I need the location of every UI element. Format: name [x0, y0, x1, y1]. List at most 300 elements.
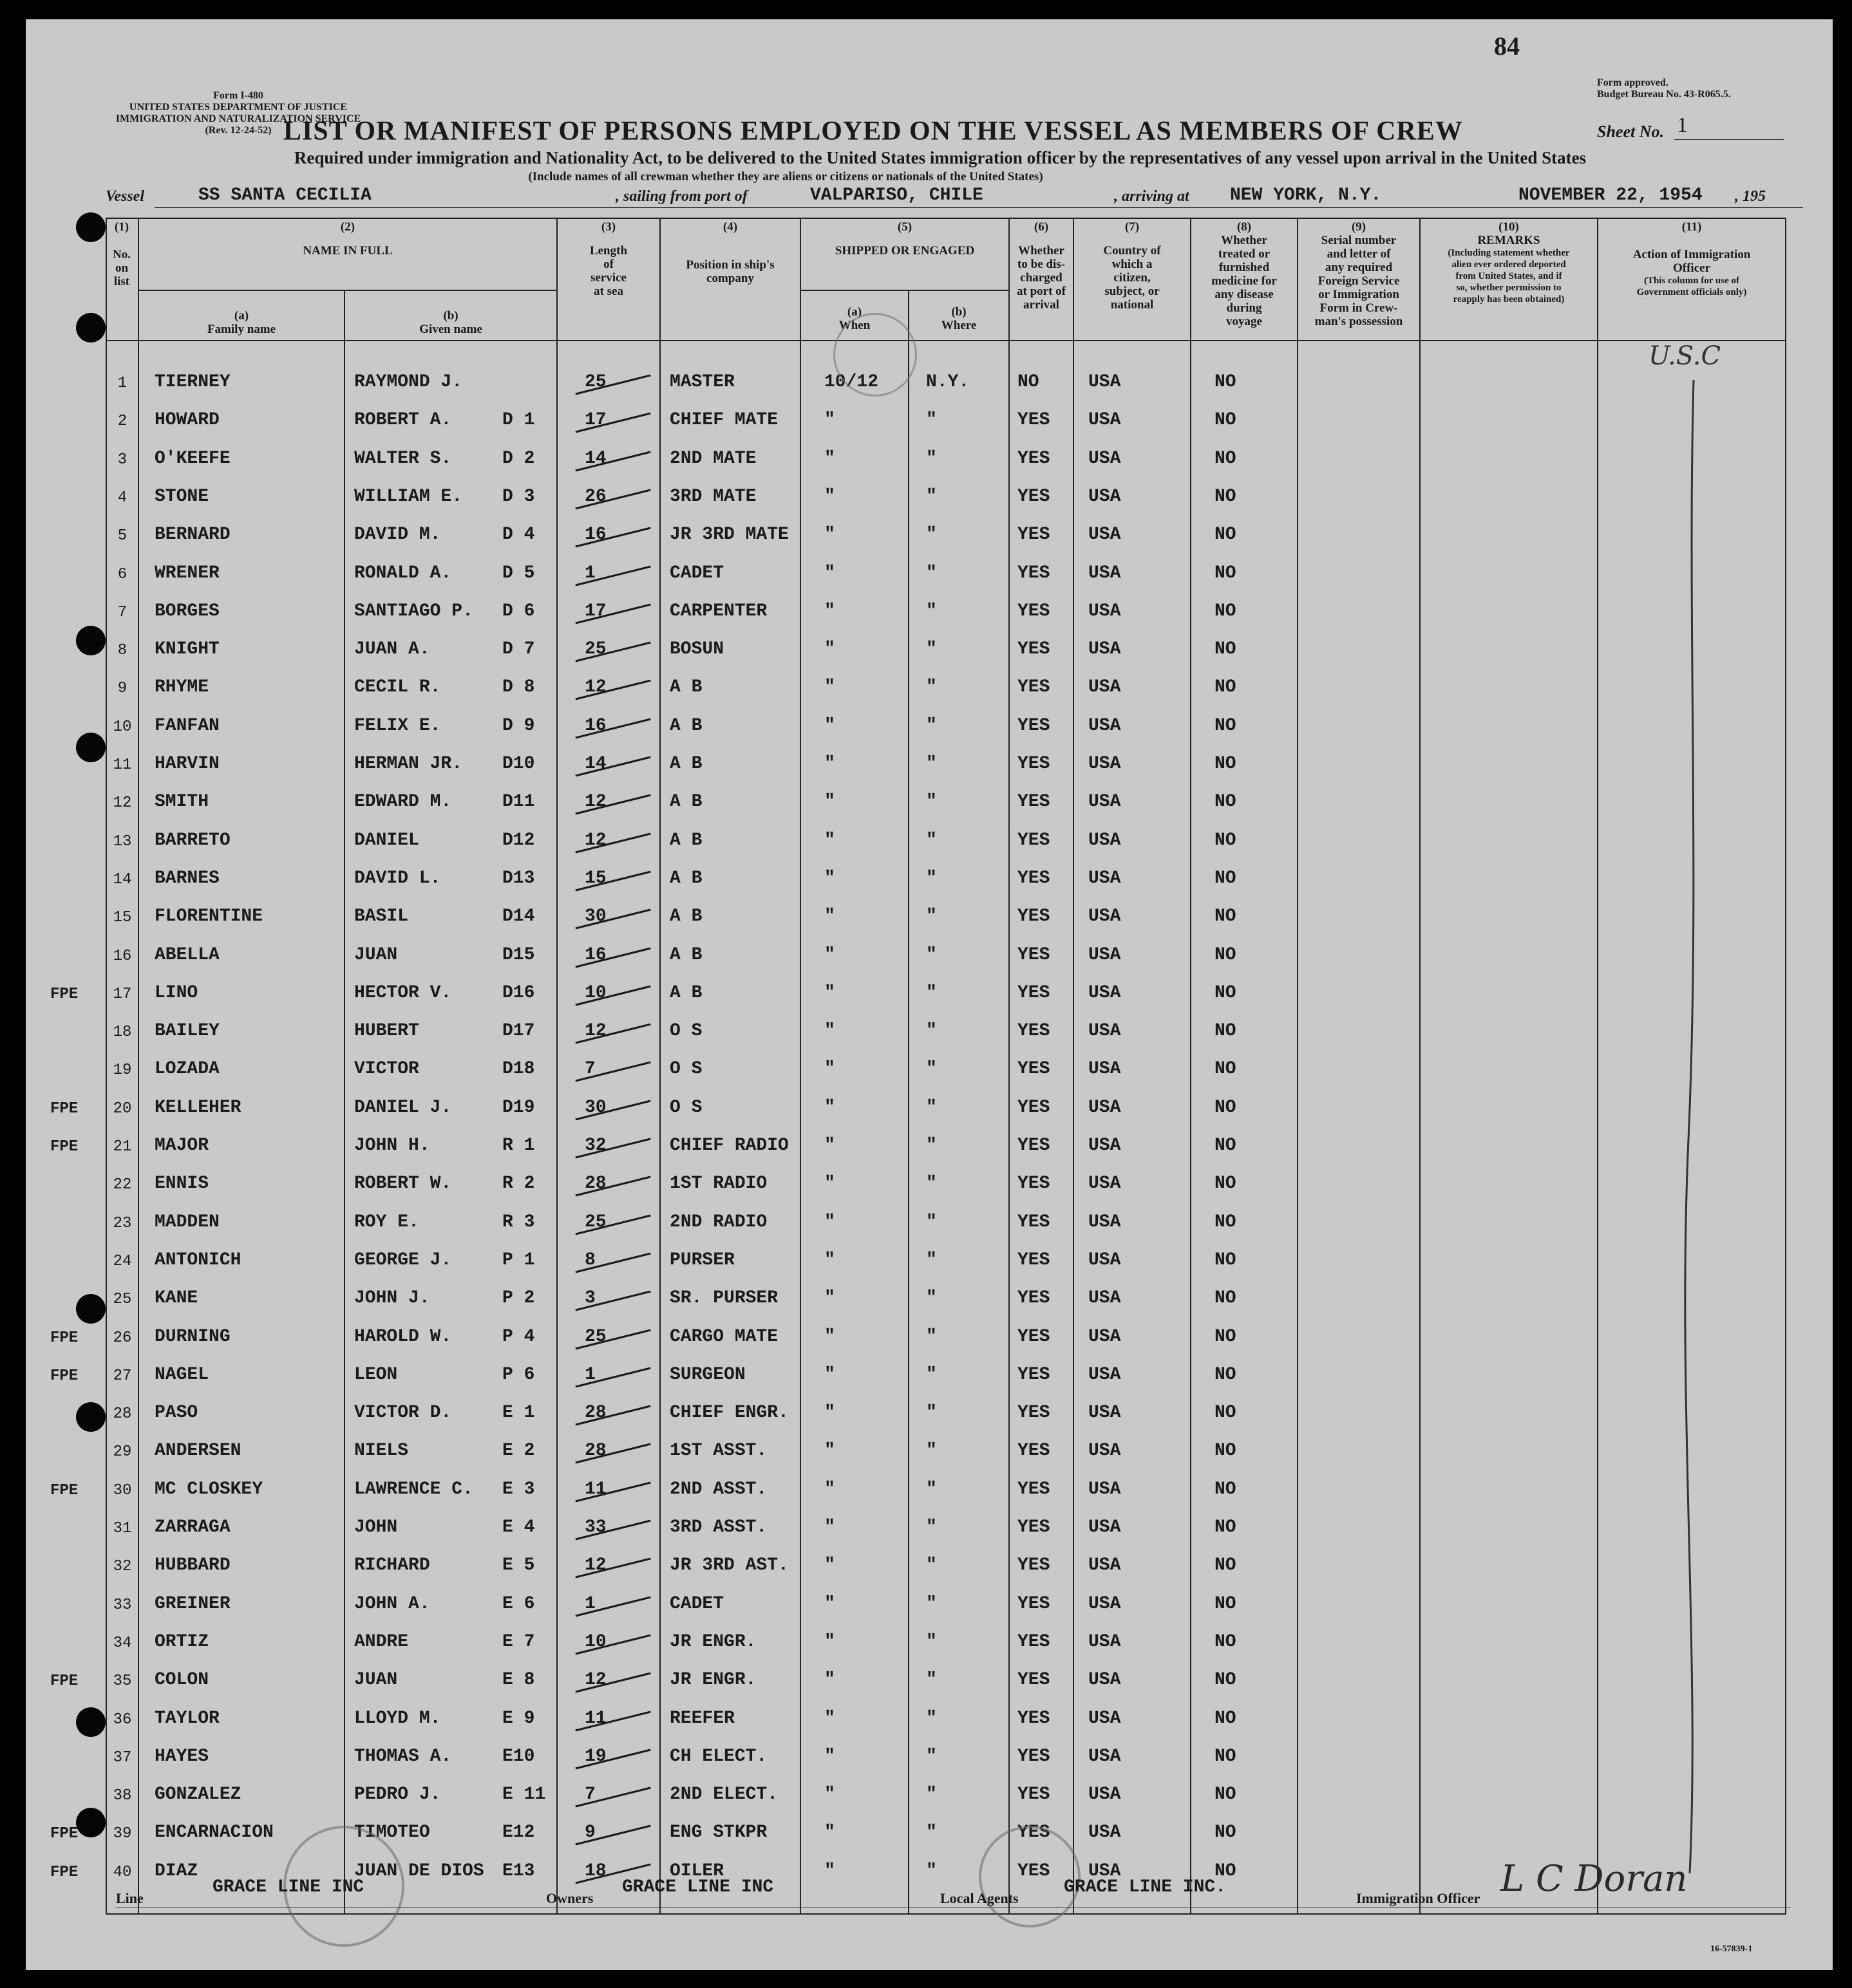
service-length-cell: 14: [585, 754, 607, 774]
shipped-where-cell: ": [926, 1059, 937, 1079]
vessel-name: SS SANTA CECILIA: [198, 185, 372, 205]
col2-header: [139, 220, 556, 258]
discharged-cell: YES: [1017, 868, 1050, 888]
discharged-cell: YES: [1017, 410, 1050, 430]
service-length-cell: 12: [585, 830, 607, 850]
country-cell: USA: [1088, 983, 1121, 1003]
discharged-cell: YES: [1017, 1327, 1050, 1347]
punch-hole: [76, 1294, 106, 1324]
given-name-cell: JOHN A.: [354, 1594, 430, 1614]
shipped-when-cell: ": [824, 1517, 835, 1537]
given-name-cell: HAROLD W.: [354, 1327, 452, 1347]
shipped-where-cell: ": [926, 1709, 937, 1729]
crew-code-cell: D 7: [502, 639, 535, 659]
shipped-when-cell: ": [824, 1365, 835, 1385]
col8-header: [1191, 220, 1297, 328]
col7-label: Country of: [1103, 244, 1161, 258]
col2-label: NAME IN FULL: [303, 244, 393, 258]
row-number: 10: [113, 718, 132, 736]
shipped-when-cell: ": [824, 1670, 835, 1690]
col10-label: reapply has been obtained): [1453, 294, 1565, 305]
shipped-where-cell: ": [926, 1288, 937, 1308]
family-name-cell: BAILEY: [155, 1021, 220, 1041]
shipped-where-cell: ": [926, 1594, 937, 1614]
treated-cell: NO: [1214, 639, 1236, 659]
given-name-cell: HUBERT: [354, 1021, 419, 1041]
service-length-cell: 10: [585, 983, 607, 1003]
treated-cell: NO: [1214, 1021, 1236, 1041]
position-cell: JR ENGR.: [670, 1632, 757, 1652]
discharged-cell: YES: [1017, 1021, 1050, 1041]
country-cell: USA: [1088, 487, 1121, 507]
shipped-when-cell: ": [824, 1441, 835, 1461]
country-cell: USA: [1088, 1479, 1121, 1499]
country-cell: USA: [1088, 1021, 1121, 1041]
footer-agents-value: GRACE LINE INC.: [1064, 1877, 1227, 1897]
country-cell: USA: [1088, 1709, 1121, 1729]
family-name-cell: HARVIN: [155, 754, 220, 774]
given-name-cell: THOMAS A.: [354, 1747, 452, 1767]
service-length-cell: 33: [585, 1517, 607, 1537]
discharged-cell: YES: [1017, 1823, 1050, 1843]
shipped-when-cell: ": [824, 945, 835, 965]
shipped-where-cell: ": [926, 830, 937, 850]
country-cell: USA: [1088, 1250, 1121, 1270]
crew-code-cell: E 6: [502, 1594, 535, 1614]
year-suffix: , 195: [1735, 188, 1766, 205]
family-name-cell: DIAZ: [155, 1861, 198, 1881]
discharged-cell: YES: [1017, 1403, 1050, 1423]
service-length-cell: 15: [585, 868, 607, 888]
discharged-cell: YES: [1017, 639, 1050, 659]
treated-cell: NO: [1214, 487, 1236, 507]
col8-label: treated or: [1218, 247, 1271, 261]
shipped-where-cell: ": [926, 1174, 937, 1194]
position-cell: MASTER: [670, 372, 735, 392]
treated-cell: NO: [1214, 1136, 1236, 1156]
row-number: 36: [113, 1711, 132, 1729]
given-name-cell: DANIEL J.: [354, 1098, 452, 1118]
col1-header: [106, 220, 138, 288]
shipped-where-cell: ": [926, 754, 937, 774]
country-cell: USA: [1088, 1059, 1121, 1079]
treated-cell: NO: [1214, 1059, 1236, 1079]
country-cell: USA: [1088, 1785, 1121, 1805]
fpe-mark: FPE: [50, 1673, 79, 1690]
position-cell: A B: [670, 716, 703, 736]
shipped-where-cell: ": [926, 449, 937, 469]
shipped-when-cell: ": [824, 1785, 835, 1805]
crew-code-cell: D14: [502, 906, 535, 926]
crew-code-cell: D15: [502, 945, 535, 965]
service-length-cell: 1: [585, 1594, 596, 1614]
country-cell: USA: [1088, 1136, 1121, 1156]
shipped-where-cell: ": [926, 1021, 937, 1041]
shipped-when-cell: ": [824, 449, 835, 469]
shipped-when-cell: ": [824, 601, 835, 621]
crew-code-cell: D18: [502, 1059, 535, 1079]
shipped-where-cell: ": [926, 1136, 937, 1156]
crew-code-cell: D17: [502, 1021, 535, 1041]
treated-cell: NO: [1214, 945, 1236, 965]
col-divider: [1297, 218, 1298, 1915]
col5b-header: [909, 305, 1008, 332]
shipped-when-cell: ": [824, 1250, 835, 1270]
given-name-cell: TIMOTEO: [354, 1823, 430, 1843]
country-cell: USA: [1088, 525, 1121, 545]
crew-code-cell: E10: [502, 1747, 535, 1767]
given-name-cell: ANDRE: [354, 1632, 409, 1652]
service-length-cell: 28: [585, 1174, 607, 1194]
col6-label: to be dis-: [1017, 258, 1065, 271]
col11-header: [1598, 220, 1785, 298]
treated-cell: NO: [1214, 372, 1236, 392]
country-cell: USA: [1088, 677, 1121, 697]
position-cell: CADET: [670, 1594, 724, 1614]
col7-label: which a: [1111, 258, 1153, 271]
country-cell: USA: [1088, 906, 1121, 926]
col7-label: citizen,: [1113, 271, 1151, 285]
shipped-where-cell: ": [926, 563, 937, 583]
row-number: 9: [117, 680, 128, 697]
family-name-cell: ANTONICH: [155, 1250, 241, 1270]
footer-underline: [116, 1907, 1790, 1908]
row-number: 24: [113, 1253, 132, 1270]
shipped-when-cell: ": [824, 830, 835, 850]
service-length-cell: 9: [585, 1823, 596, 1843]
given-name-cell: JOHN J.: [354, 1288, 430, 1308]
crew-code-cell: D 4: [502, 525, 535, 545]
row-number: 16: [113, 948, 132, 965]
punch-hole: [76, 626, 106, 655]
row-number: 17: [113, 986, 132, 1003]
position-cell: SR. PURSER: [670, 1288, 779, 1308]
shipped-where-cell: ": [926, 1747, 937, 1767]
punch-hole: [76, 1808, 106, 1837]
fpe-mark: FPE: [50, 1367, 79, 1385]
family-name-cell: ZARRAGA: [155, 1517, 231, 1537]
family-name-cell: BORGES: [155, 601, 220, 621]
service-length-cell: 7: [585, 1059, 596, 1079]
position-cell: 3RD MATE: [670, 487, 757, 507]
position-cell: A B: [670, 945, 703, 965]
discharged-cell: YES: [1017, 1670, 1050, 1690]
punch-hole: [76, 313, 106, 342]
shipped-when-cell: ": [824, 1479, 835, 1499]
fpe-mark: FPE: [50, 1825, 79, 1843]
family-name-cell: TAYLOR: [155, 1709, 220, 1729]
shipped-when-cell: ": [824, 1747, 835, 1767]
discharged-cell: YES: [1017, 1747, 1050, 1767]
treated-cell: NO: [1214, 563, 1236, 583]
given-name-cell: JOHN: [354, 1517, 398, 1537]
family-name-cell: FANFAN: [155, 716, 220, 736]
col5-number: (5): [897, 220, 912, 234]
col8-label: Whether: [1221, 234, 1267, 247]
row-number: 13: [113, 833, 132, 850]
treated-cell: NO: [1214, 1861, 1236, 1881]
col10-label: alien ever ordered deported: [1451, 259, 1566, 270]
position-cell: CARPENTER: [670, 601, 768, 621]
print-code: 16-57839-1: [1710, 1944, 1753, 1954]
given-name-cell: BASIL: [354, 906, 409, 926]
shipped-where-cell: ": [926, 983, 937, 1003]
given-name-cell: GEORGE J.: [354, 1250, 452, 1270]
shipped-when-cell: ": [824, 487, 835, 507]
position-cell: O S: [670, 1021, 703, 1041]
shipped-when-cell: ": [824, 1021, 835, 1041]
country-cell: USA: [1088, 449, 1121, 469]
discharged-cell: YES: [1017, 1517, 1050, 1537]
crew-code-cell: E 8: [502, 1670, 535, 1690]
crew-code-cell: D 5: [502, 563, 535, 583]
crew-code-cell: E 4: [502, 1517, 535, 1537]
position-cell: CARGO MATE: [670, 1327, 779, 1347]
country-cell: USA: [1088, 1632, 1121, 1652]
crew-code-cell: D 8: [502, 677, 535, 697]
shipped-when-cell: ": [824, 1174, 835, 1194]
officer-signature: L C Doran: [1500, 1858, 1688, 1900]
country-cell: USA: [1088, 830, 1121, 850]
col7-label: national: [1110, 298, 1154, 312]
treated-cell: NO: [1214, 1174, 1236, 1194]
shipped-where-cell: ": [926, 1632, 937, 1652]
crew-code-cell: D11: [502, 792, 535, 812]
col8-label: during: [1226, 301, 1262, 315]
row-number: 31: [113, 1520, 132, 1537]
shipped-where-cell: ": [926, 945, 937, 965]
crew-code-cell: D19: [502, 1098, 535, 1118]
col4-header: [661, 220, 800, 285]
crew-code-cell: D13: [502, 868, 535, 888]
row-number: 3: [117, 451, 128, 469]
country-cell: USA: [1088, 1403, 1121, 1423]
service-length-cell: 12: [585, 792, 607, 812]
treated-cell: NO: [1214, 601, 1236, 621]
col6-header: [1010, 220, 1073, 312]
shipped-where-cell: ": [926, 1098, 937, 1118]
given-name-cell: DANIEL: [354, 830, 419, 850]
discharged-cell: YES: [1017, 983, 1050, 1003]
arrival-date: NOVEMBER 22, 1954: [1518, 185, 1703, 205]
service-length-cell: 7: [585, 1785, 596, 1805]
crew-code-cell: P 4: [502, 1327, 535, 1347]
shipped-when-cell: ": [824, 525, 835, 545]
given-name-cell: PEDRO J.: [354, 1785, 441, 1805]
col-divider: [556, 218, 558, 1915]
discharged-cell: YES: [1017, 1288, 1050, 1308]
row-number: 25: [113, 1291, 132, 1308]
treated-cell: NO: [1214, 1441, 1236, 1461]
agency-rev: (Rev. 12-24-52): [205, 125, 272, 136]
country-cell: USA: [1088, 792, 1121, 812]
form-id: Form I-480: [213, 90, 263, 101]
col1-label: list: [113, 275, 130, 288]
subtitle: Required under immigration and Nationality Act, to be delivered to the United States immigration officer by the representatives of any vessel upon arrival in the United States: [294, 148, 1587, 167]
country-cell: USA: [1088, 716, 1121, 736]
family-name-cell: WRENER: [155, 563, 220, 583]
shipped-where-cell: ": [926, 1479, 937, 1499]
position-cell: BOSUN: [670, 639, 724, 659]
shipped-where-cell: ": [926, 1403, 937, 1423]
service-length-cell: 16: [585, 525, 607, 545]
col5a-label: When: [838, 319, 871, 332]
row-number: 34: [113, 1635, 132, 1652]
shipped-when-cell: ": [824, 1861, 835, 1881]
shipped-when-cell: ": [824, 1823, 835, 1843]
family-name-cell: LOZADA: [155, 1059, 220, 1079]
footer-agents-label: Local Agents: [940, 1890, 1019, 1906]
position-cell: REEFER: [670, 1709, 735, 1729]
family-name-cell: TIERNEY: [155, 372, 231, 392]
col-divider: [1597, 218, 1598, 1915]
col9-label: any required: [1325, 261, 1393, 274]
position-cell: A B: [670, 906, 703, 926]
discharged-cell: YES: [1017, 1594, 1050, 1614]
given-name-cell: RAYMOND J.: [354, 372, 463, 392]
subtitle-note: (Include names of all crewman whether they are aliens or citizens or nationals of the United States): [528, 170, 1043, 183]
position-cell: ENG STKPR: [670, 1823, 768, 1843]
country-cell: USA: [1088, 1327, 1121, 1347]
shipped-when-cell: ": [824, 868, 835, 888]
discharged-cell: YES: [1017, 906, 1050, 926]
fpe-mark: FPE: [50, 1138, 79, 1156]
given-name-cell: WALTER S.: [354, 449, 452, 469]
treated-cell: NO: [1214, 1555, 1236, 1575]
country-cell: USA: [1088, 1098, 1121, 1118]
given-name-cell: RONALD A.: [354, 563, 452, 583]
agency-dept: UNITED STATES DEPARTMENT OF JUSTICE: [129, 102, 348, 113]
family-name-cell: HUBBARD: [155, 1555, 231, 1575]
family-name-cell: COLON: [155, 1670, 209, 1690]
service-length-cell: 11: [585, 1479, 607, 1499]
service-length-cell: 32: [585, 1136, 607, 1156]
col4-label: company: [706, 272, 754, 285]
family-name-cell: SMITH: [155, 792, 209, 812]
treated-cell: NO: [1214, 1747, 1236, 1767]
shipped-when-cell: ": [824, 1594, 835, 1614]
col5b-letter: (b): [951, 305, 967, 319]
shipped-where-cell: ": [926, 1555, 937, 1575]
col8-label: voyage: [1226, 315, 1262, 328]
given-name-cell: JUAN DE DIOS: [354, 1861, 484, 1881]
position-cell: 2ND ASST.: [670, 1479, 768, 1499]
service-length-cell: 17: [585, 410, 607, 430]
row-number: 21: [113, 1138, 132, 1156]
country-cell: USA: [1088, 1517, 1121, 1537]
sailing-label: , sailing from port of: [616, 188, 748, 205]
row-number: 27: [113, 1367, 132, 1385]
col3-label: of: [603, 258, 614, 271]
given-name-cell: DAVID L.: [354, 868, 441, 888]
col3-header: [558, 220, 659, 298]
position-cell: 2ND ELECT.: [670, 1785, 779, 1805]
row-number: 2: [117, 413, 128, 430]
col3-label: at sea: [594, 285, 623, 298]
shipped-where-cell: ": [926, 1250, 937, 1270]
vessel-label: Vessel: [106, 188, 144, 205]
shipped-when-cell: ": [824, 1059, 835, 1079]
shipped-when-cell: ": [824, 563, 835, 583]
position-cell: A B: [670, 983, 703, 1003]
col11-label: Officer: [1672, 261, 1710, 275]
col2b-label: Given name: [419, 323, 482, 336]
shipped-where-cell: ": [926, 868, 937, 888]
row-number: 20: [113, 1100, 132, 1118]
col2a-label: Family name: [207, 323, 276, 336]
col5a-letter: (a): [847, 305, 862, 319]
col-divider: [344, 290, 345, 1915]
header-rule: [800, 290, 1008, 291]
crew-code-cell: P 6: [502, 1365, 535, 1385]
punch-hole: [76, 1402, 106, 1432]
shipped-when-cell: ": [824, 677, 835, 697]
service-length-cell: 11: [585, 1709, 607, 1729]
country-cell: USA: [1088, 639, 1121, 659]
service-length-cell: 8: [585, 1250, 596, 1270]
col2a-header: [139, 309, 344, 336]
given-name-cell: SANTIAGO P.: [354, 601, 473, 621]
stamp-mark: [979, 1826, 1081, 1927]
position-cell: OILER: [670, 1861, 724, 1881]
given-name-cell: VICTOR: [354, 1059, 419, 1079]
discharged-cell: YES: [1017, 601, 1050, 621]
treated-cell: NO: [1214, 906, 1236, 926]
port-from: VALPARISO, CHILE: [810, 185, 983, 205]
position-cell: O S: [670, 1059, 703, 1079]
family-name-cell: BARRETO: [155, 830, 231, 850]
discharged-cell: YES: [1017, 1709, 1050, 1729]
given-name-cell: RICHARD: [354, 1555, 430, 1575]
col10-header: [1421, 220, 1597, 305]
country-cell: USA: [1088, 1861, 1121, 1881]
shipped-where-cell: ": [926, 1212, 937, 1232]
col-divider: [659, 218, 661, 1915]
service-length-cell: 28: [585, 1441, 607, 1461]
shipped-where-cell: ": [926, 639, 937, 659]
crew-code-cell: R 2: [502, 1174, 535, 1194]
country-cell: USA: [1088, 1365, 1121, 1385]
given-name-cell: JUAN A.: [354, 639, 430, 659]
shipped-when-cell: ": [824, 1098, 835, 1118]
col9-header: [1298, 220, 1419, 328]
crew-code-cell: D 3: [502, 487, 535, 507]
service-length-cell: 25: [585, 639, 607, 659]
col-divider: [800, 218, 801, 1915]
shipped-when-cell: ": [824, 754, 835, 774]
shipped-when-cell: ": [824, 906, 835, 926]
col6-number: (6): [1034, 220, 1049, 234]
crew-code-cell: P 2: [502, 1288, 535, 1308]
service-length-cell: 3: [585, 1288, 596, 1308]
col11-label: (This column for use of: [1643, 276, 1740, 286]
fpe-mark: FPE: [50, 1100, 79, 1118]
country-cell: USA: [1088, 601, 1121, 621]
family-name-cell: GONZALEZ: [155, 1785, 241, 1805]
treated-cell: NO: [1214, 1288, 1236, 1308]
service-length-cell: 28: [585, 1403, 607, 1423]
header-bottom-rule: [106, 340, 1786, 341]
row-number: 30: [113, 1482, 132, 1499]
shipped-where-cell: ": [926, 1365, 937, 1385]
treated-cell: NO: [1214, 1212, 1236, 1232]
treated-cell: NO: [1214, 1403, 1236, 1423]
shipped-when-cell: ": [824, 983, 835, 1003]
col5-label: SHIPPED OR ENGAGED: [835, 244, 975, 258]
service-length-cell: 1: [585, 1365, 596, 1385]
position-cell: JR 3RD MATE: [670, 525, 789, 545]
sheet-label: Sheet No.: [1597, 122, 1664, 141]
